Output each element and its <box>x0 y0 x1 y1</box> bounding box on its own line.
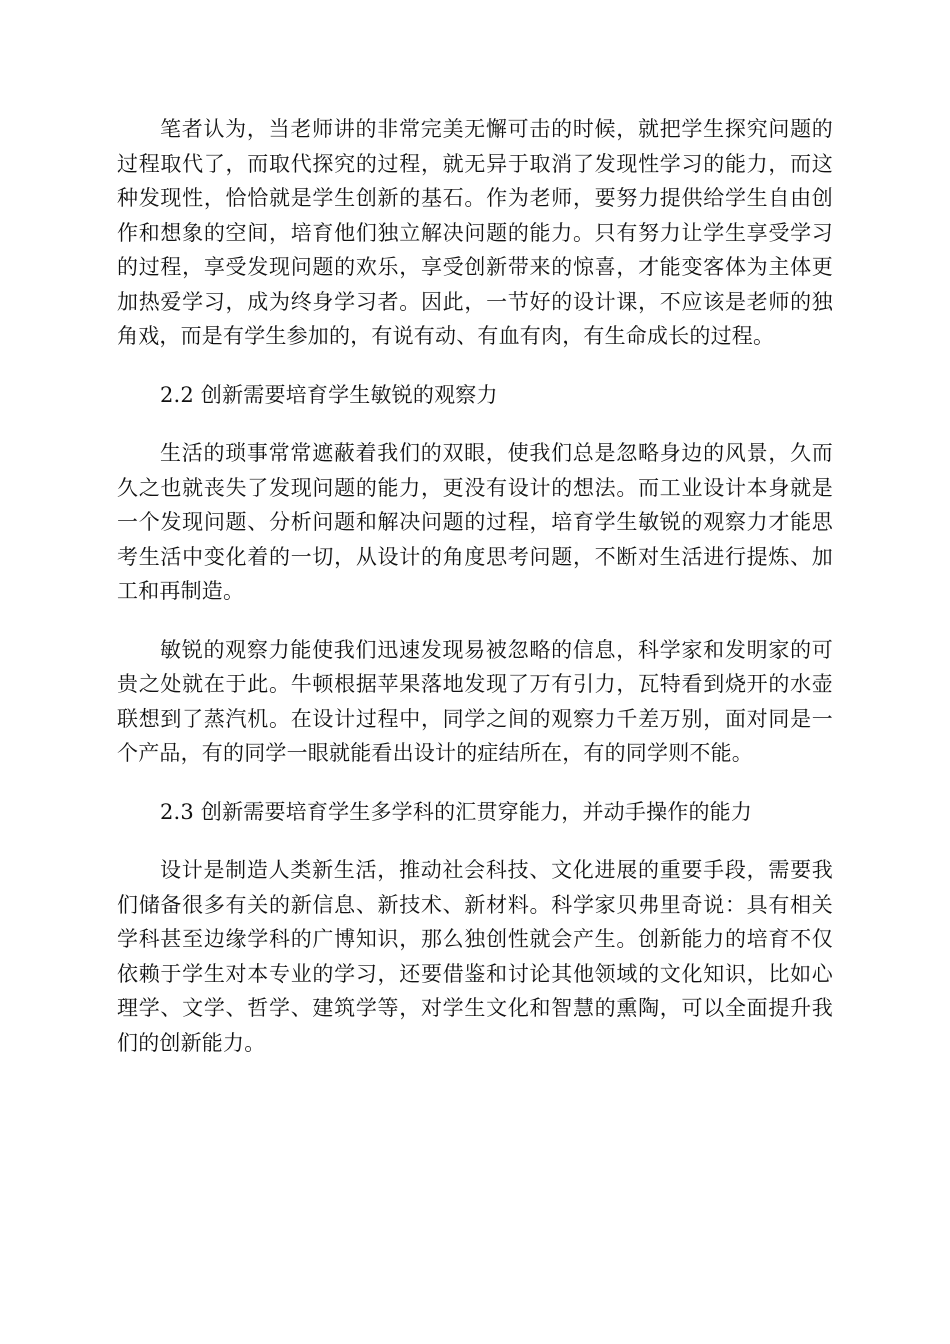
document-page <box>117 112 833 1084</box>
paragraph-observation-examples: 敏锐的观察力能使我们迅速发现易被忽略的信息，科学家和发明家的可贵之处就在于此。牛顿根据苹果落地发现了万有引力，瓦特看到烧开的水壶联想到了蒸汽机。在设计过程中，同学之间的观察力千差万别，面对同是一个产品，有的同学一眼就能看出设计的症结所在，有的同学则不能。 <box>117 637 833 765</box>
paragraph-multidisciplinary: 设计是制造人类新生活，推动社会科技、文化进展的重要手段，需要我们储备很多有关的新信息、新技术、新材料。科学家贝弗里奇说：具有相关学科甚至边缘学科的广博知识，那么独创性就会产生。创新能力的培育不仅依赖于学生对本专业的学习，还要借鉴和讨论其他领域的文化知识，比如心理学、文学、哲学、建筑学等，对学生文化和智慧的熏陶，可以全面提升我们的创新能力。 <box>117 858 833 1055</box>
paragraph-teacher-role: 笔者认为，当老师讲的非常完美无懈可击的时候，就把学生探究问题的过程取代了，而取代探究的过程，就无异于取消了发现性学习的能力，而这种发现性，恰恰就是学生创新的基石。作为老师，要努力提供给学生自由创作和想象的空间，培育他们独立解决问题的能力。只有努力让学生享受学习的过程，享受发现问题的欢乐，享受创新带来的惊喜，才能变客体为主体更加热爱学习，成为终身学习者。因此，一节好的设计课，不应该是老师的独角戏，而是有学生参加的，有说有动、有血有肉，有生命成长的过程。 <box>117 117 833 348</box>
section-heading-2-2: 2.2 创新需要培育学生敏锐的观察力 <box>160 382 498 407</box>
section-heading-2-3: 2.3 创新需要培育学生多学科的汇贯穿能力，并动手操作的能力 <box>160 799 753 824</box>
paragraph-observation-life: 生活的琐事常常遮蔽着我们的双眼，使我们总是忽略身边的风景，久而久之也就丧失了发现问题的能力，更没有设计的想法。而工业设计本身就是一个发现问题、分析问题和解决问题的过程，培育学生敏锐的观察力才能思考生活中变化着的一切，从设计的角度思考问题，不断对生活进行提炼、加工和再制造。 <box>117 441 833 603</box>
